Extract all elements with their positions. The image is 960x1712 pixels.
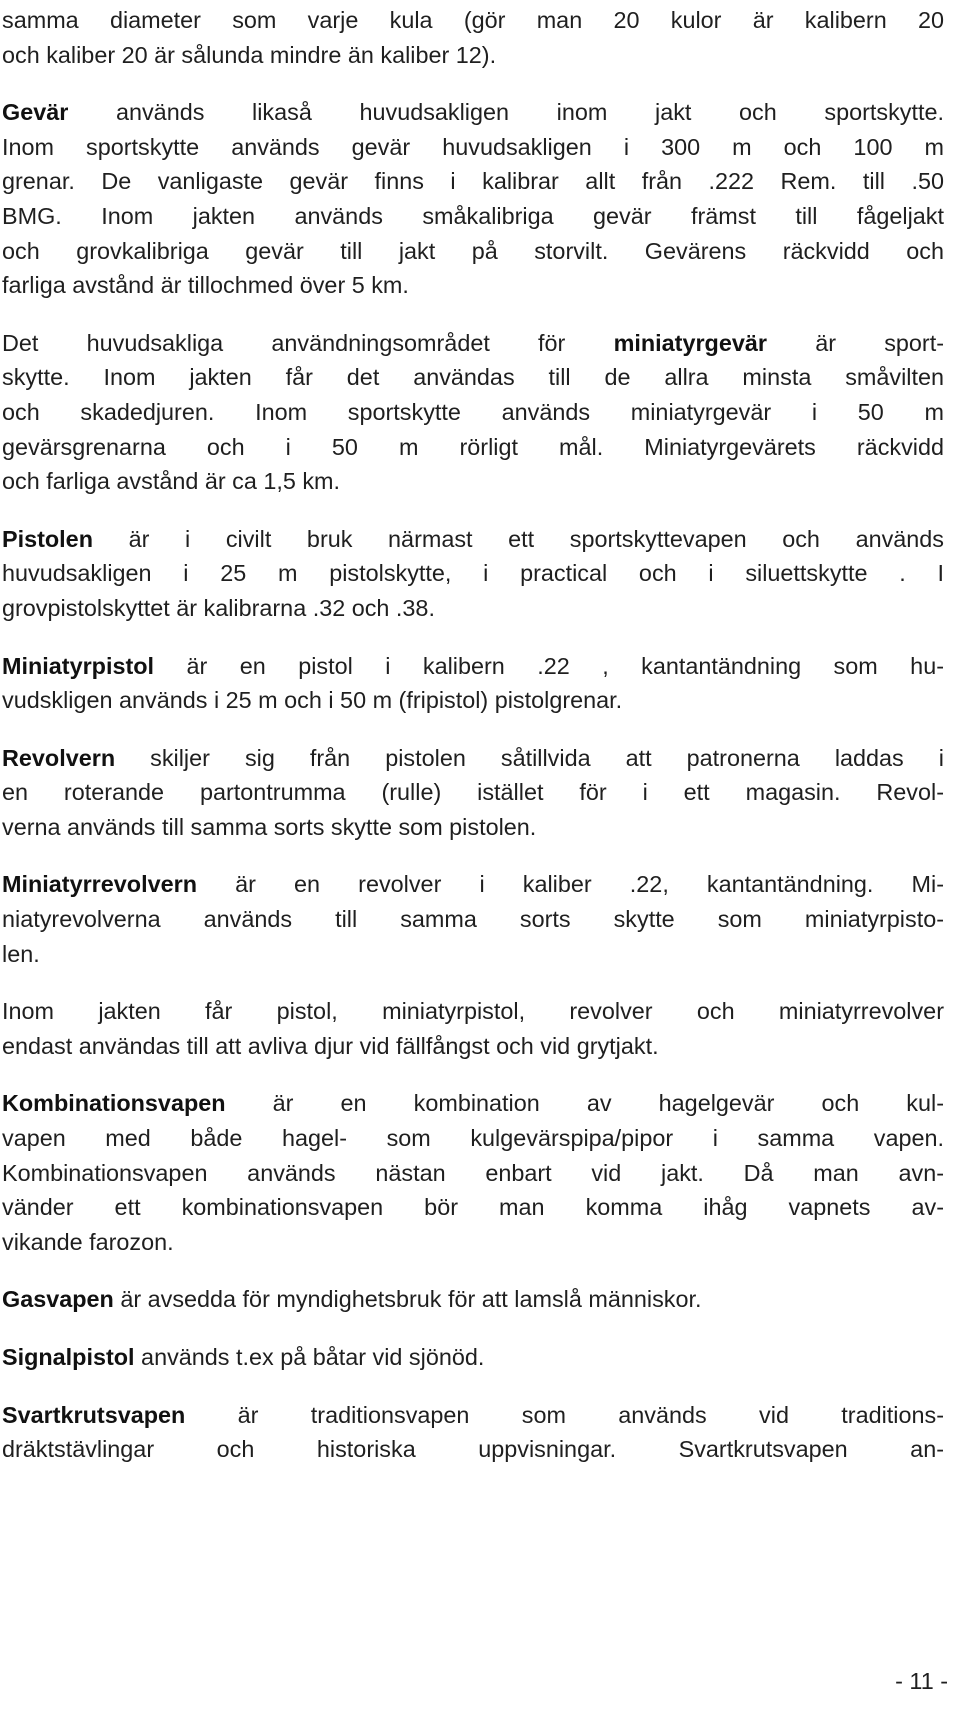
line-text: är avsedda för myndighetsbruk för att lamslå människor. bbox=[113, 1286, 702, 1313]
line-text: len. bbox=[2, 940, 40, 967]
text-line bbox=[2, 3, 944, 38]
text-line bbox=[2, 683, 944, 718]
text-line bbox=[2, 1398, 944, 1433]
paragraph bbox=[2, 867, 944, 971]
line-text: verna används till samma sorts skytte som pistolen. bbox=[2, 813, 537, 840]
line-text: är traditionsvapen som används vid traditions- bbox=[185, 1401, 944, 1428]
line-text: vikande farozon. bbox=[2, 1228, 174, 1255]
text-line bbox=[2, 1156, 944, 1191]
paragraph bbox=[2, 1398, 944, 1467]
text-line bbox=[2, 994, 944, 1029]
line-text: Inom jakten får pistol, miniatyrpistol, revolver och miniatyrrevolver bbox=[2, 998, 944, 1025]
line-text: en roterande partontrumma (rulle) istället för i ett magasin. Revol- bbox=[2, 779, 944, 806]
paragraph bbox=[2, 1282, 944, 1317]
line-text: och grovkalibriga gevär till jakt på storvilt. Gevärens räckvidd och bbox=[2, 237, 944, 264]
line-text: skiljer sig från pistolen såtillvida att patronerna laddas i bbox=[115, 744, 944, 771]
bold-term: Pistolen bbox=[2, 525, 93, 552]
paragraph bbox=[2, 1086, 944, 1259]
bold-term: Miniatyrrevolvern bbox=[2, 871, 197, 898]
text-line bbox=[2, 1121, 944, 1156]
line-text: Kombinationsvapen används nästan enbart vid jakt. Då man avn- bbox=[2, 1159, 944, 1186]
paragraph bbox=[2, 741, 944, 845]
line-text: är en kombination av hagelgevär och kul- bbox=[225, 1090, 944, 1117]
paragraph bbox=[2, 994, 944, 1063]
paragraph bbox=[2, 3, 944, 72]
bold-term: Svartkrutsvapen bbox=[2, 1401, 186, 1428]
text-line bbox=[2, 164, 944, 199]
text-line bbox=[2, 1282, 944, 1317]
bold-term: Signalpistol bbox=[2, 1344, 135, 1370]
line-text: vudskligen används i 25 m och i 50 m (fripistol) pistolgrenar. bbox=[2, 687, 623, 714]
text-line bbox=[2, 360, 944, 395]
text-line bbox=[2, 741, 944, 776]
line-text: endast användas till att avliva djur vid fällfångst och vid grytjakt. bbox=[2, 1032, 659, 1059]
line-text: Inom sportskytte används gevär huvudsakligen i 300 m och 100 m bbox=[2, 133, 944, 160]
paragraph bbox=[2, 1340, 944, 1375]
text-line bbox=[2, 591, 944, 626]
text-line bbox=[2, 649, 944, 684]
line-text: är sport- bbox=[766, 329, 944, 356]
paragraph bbox=[2, 522, 944, 626]
line-text: Det huvudsakliga användningsområdet för bbox=[2, 329, 614, 356]
line-text: huvudsakligen i 25 m pistolskytte, i practical och i siluettskytte . I bbox=[2, 560, 944, 587]
text-line bbox=[2, 130, 944, 165]
bold-term: Kombinationsvapen bbox=[2, 1090, 226, 1117]
line-text: gevärsgrenarna och i 50 m rörligt mål. Miniatyrgevärets räckvidd bbox=[2, 433, 944, 460]
line-text: samma diameter som varje kula (gör man 20 kulor är kalibern 20 bbox=[2, 7, 944, 33]
text-line bbox=[2, 95, 944, 130]
line-text: och farliga avstånd är ca 1,5 km. bbox=[2, 468, 341, 495]
line-text: niatyrevolverna används till samma sorts skytte som miniatyrpisto- bbox=[2, 906, 944, 933]
text-line bbox=[2, 522, 944, 557]
line-text: grenar. De vanligaste gevär finns i kalibrar allt från .222 Rem. till .50 bbox=[2, 168, 944, 195]
bold-term: Revolvern bbox=[2, 744, 116, 771]
line-text: BMG. Inom jakten används småkalibriga gevär främst till fågeljakt bbox=[2, 202, 944, 229]
text-line bbox=[2, 395, 944, 430]
paragraph bbox=[2, 326, 944, 499]
text-line bbox=[2, 234, 944, 269]
line-text: vänder ett kombinationsvapen bör man komma ihåg vapnets av- bbox=[2, 1194, 944, 1221]
page-number: - 11 - bbox=[895, 1668, 948, 1694]
text-line bbox=[2, 1086, 944, 1121]
bold-term: Miniatyrpistol bbox=[2, 652, 155, 679]
text-line bbox=[2, 326, 944, 361]
text-line bbox=[2, 430, 944, 465]
text-line bbox=[2, 1432, 944, 1467]
bold-term: miniatyrgevär bbox=[613, 329, 767, 356]
line-text: vapen med både hagel- som kulgevärspipa/pipor i samma vapen. bbox=[2, 1125, 944, 1152]
text-line bbox=[2, 464, 944, 499]
line-text: och kaliber 20 är sålunda mindre än kaliber 12). bbox=[2, 41, 497, 68]
line-text: är en pistol i kalibern .22 , kantantändning som hu- bbox=[154, 652, 944, 679]
text-line bbox=[2, 556, 944, 591]
text-line bbox=[2, 199, 944, 234]
line-text: och skadedjuren. Inom sportskytte används miniatyrgevär i 50 m bbox=[2, 398, 944, 425]
line-text: dräktstävlingar och historiska uppvisningar. Svartkrutsvapen an- bbox=[2, 1436, 944, 1463]
text-line bbox=[2, 902, 944, 937]
body-text bbox=[2, 3, 944, 1490]
text-line bbox=[2, 937, 944, 972]
line-text: används t.ex på båtar vid sjönöd. bbox=[134, 1344, 485, 1370]
line-text: skytte. Inom jakten får det användas till de allra minsta småvilten bbox=[2, 364, 944, 391]
bold-term: Gevär bbox=[2, 99, 69, 126]
text-line bbox=[2, 810, 944, 845]
text-line bbox=[2, 867, 944, 902]
line-text: är i civilt bruk närmast ett sportskyttevapen och används bbox=[92, 525, 944, 552]
paragraph bbox=[2, 95, 944, 303]
paragraph bbox=[2, 649, 944, 718]
text-line bbox=[2, 1225, 944, 1260]
text-line bbox=[2, 1190, 944, 1225]
line-text: används likaså huvudsakligen inom jakt och sportskytte. bbox=[68, 99, 944, 126]
line-text: är en revolver i kaliber .22, kantantändning. Mi- bbox=[197, 871, 944, 898]
text-line bbox=[2, 1029, 944, 1064]
text-line bbox=[2, 268, 944, 303]
line-text: grovpistolskyttet är kalibrarna .32 och .38. bbox=[2, 594, 435, 621]
bold-term: Gasvapen bbox=[2, 1286, 114, 1313]
line-text: farliga avstånd är tillochmed över 5 km. bbox=[2, 272, 409, 299]
text-line bbox=[2, 38, 944, 73]
text-line bbox=[2, 775, 944, 810]
text-line bbox=[2, 1340, 944, 1375]
